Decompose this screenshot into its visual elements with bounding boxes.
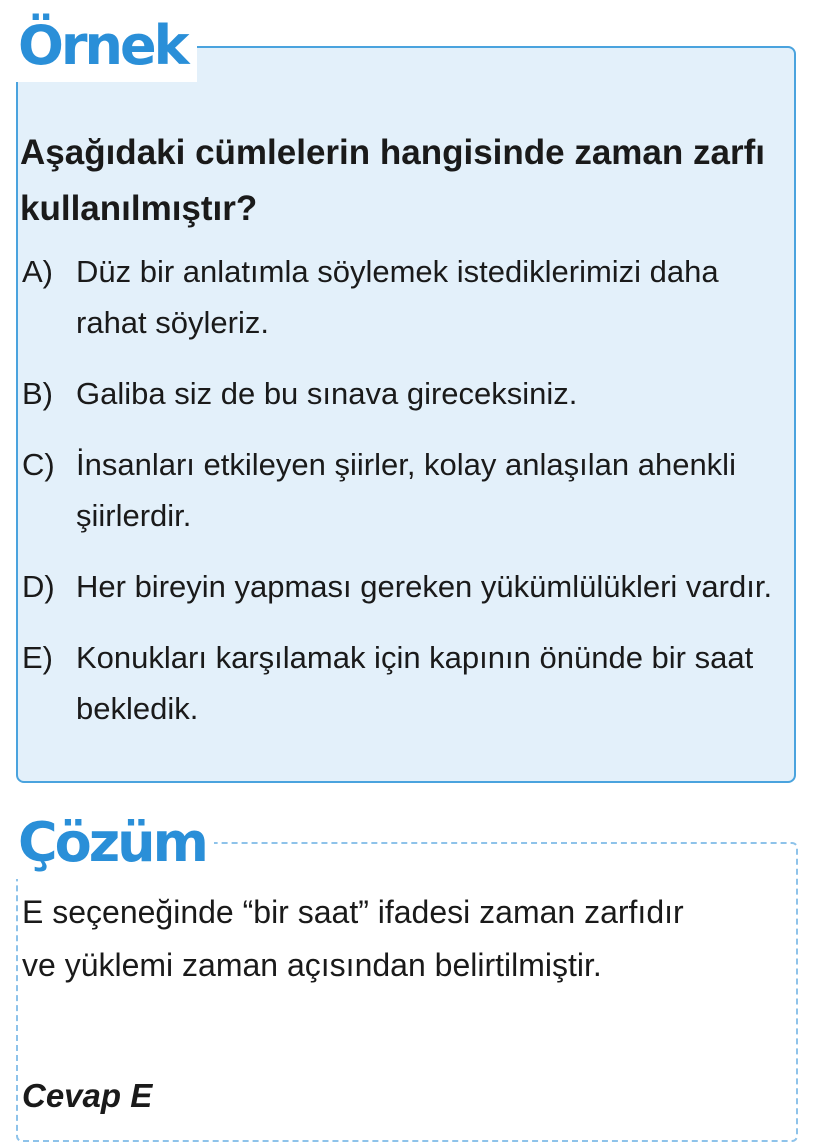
option-text: Her bireyin yapması gereken yükümlülükleri vardır. [76, 569, 773, 604]
option-letter: A) [22, 254, 53, 289]
example-title: Örnek [14, 10, 197, 82]
answer-label: Cevap E [22, 1077, 153, 1114]
option-letter: C) [22, 447, 55, 482]
option-c[interactable] [22, 439, 792, 541]
option-text: Düz bir anlatımla söylemek istediklerimizi daha rahat söyleriz. [76, 254, 719, 340]
question-text: Aşağıdaki cümlelerin hangisinde zaman zarfı kullanılmıştır? [20, 133, 765, 228]
option-a[interactable] [22, 246, 792, 348]
solution-text: E seçeneğinde “bir saat” ifadesi zaman zarfıdır ve yüklemi zaman açısından belirtilmiştir. [22, 894, 684, 983]
option-d[interactable] [22, 561, 792, 612]
option-letter: B) [22, 376, 53, 411]
option-text: İnsanları etkileyen şiirler, kolay anlaşılan ahenkli şiirlerdir. [76, 447, 736, 533]
answer-options-list [22, 246, 792, 754]
option-b[interactable] [22, 368, 792, 419]
option-e[interactable] [22, 632, 792, 734]
option-letter: E) [22, 640, 53, 675]
option-text: Galiba siz de bu sınava gireceksiniz. [76, 376, 578, 411]
option-letter: D) [22, 569, 55, 604]
option-text: Konukları karşılamak için kapının önünde bir saat bekledik. [76, 640, 754, 726]
solution-title: Çözüm [14, 807, 214, 879]
